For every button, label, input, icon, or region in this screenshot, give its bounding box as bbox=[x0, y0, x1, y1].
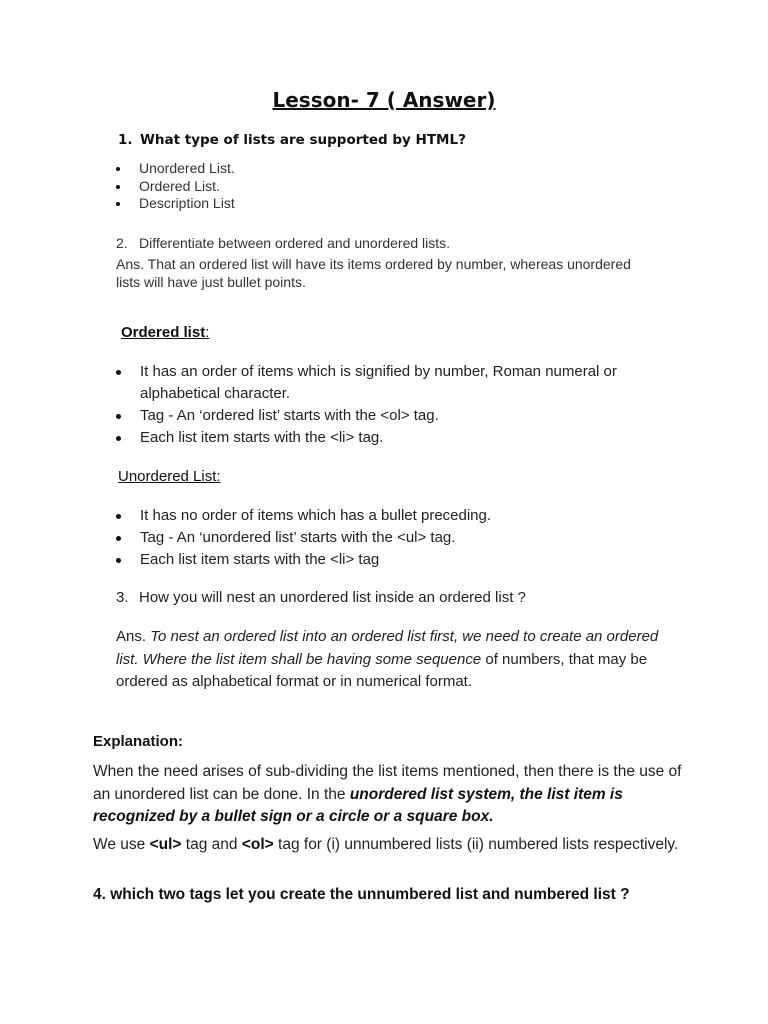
list-item bbox=[116, 405, 686, 427]
list-item bbox=[116, 527, 686, 549]
explanation-emphasis: unordered list system, the list item is recognized by a bullet sign or a circle or a square box. bbox=[93, 785, 623, 825]
bullet-icon bbox=[116, 536, 121, 541]
list-item-text: Each list item starts with the <li> tag. bbox=[140, 429, 384, 446]
heading-text: Unordered List bbox=[118, 468, 217, 485]
question-number: 2. bbox=[116, 235, 128, 251]
explanation-paragraph bbox=[93, 761, 683, 829]
answer-prefix: Ans. bbox=[116, 628, 147, 645]
question-1 bbox=[118, 132, 466, 148]
heading-text: Ordered list bbox=[121, 324, 206, 341]
answer-3 bbox=[116, 626, 676, 694]
usage-text: tag and bbox=[185, 836, 238, 853]
list-item-text: It has an order of items which is signified by number, Roman numeral or alphabetical character. bbox=[140, 363, 617, 402]
ul-tag-text: <ul> bbox=[149, 836, 182, 853]
list-types bbox=[116, 160, 235, 213]
bullet-icon bbox=[116, 414, 121, 419]
question-2 bbox=[116, 235, 450, 251]
heading-colon: : bbox=[205, 324, 210, 341]
question-text: How you will nest an unordered list inside an ordered list ? bbox=[139, 589, 526, 606]
explanation-heading: Explanation: bbox=[93, 733, 184, 750]
tag-usage-paragraph bbox=[93, 834, 683, 856]
explanation-text: When the need arises of sub-dividing the list items mentioned, then there is the use of an unordered list can be done. In the bbox=[93, 763, 682, 803]
answer-italic-text: To nest an ordered list into an ordered list first, we need to create an ordered list. Where the list item shall be having some sequence bbox=[116, 628, 659, 668]
list-item bbox=[116, 160, 235, 178]
bullet-icon bbox=[116, 167, 120, 171]
usage-text: tag for (i) unnumbered lists (ii) numbered lists respectively. bbox=[278, 836, 679, 853]
page-title: Lesson- 7 ( Answer) bbox=[272, 88, 496, 112]
list-item-text: Tag - An ‘unordered list’ starts with the <ul> tag. bbox=[140, 529, 456, 546]
answer-text: of numbers, that may be ordered as alphabetical format or in numerical format. bbox=[116, 650, 648, 690]
bullet-icon bbox=[116, 558, 121, 563]
unordered-list-heading bbox=[118, 468, 221, 485]
list-item bbox=[116, 427, 686, 449]
bullet-icon bbox=[116, 370, 121, 375]
question-number: 1. bbox=[118, 132, 133, 148]
question-number: 3. bbox=[116, 589, 129, 606]
heading-colon: : bbox=[216, 468, 221, 485]
list-item bbox=[116, 178, 235, 196]
list-item-text: Tag - An ‘ordered list’ starts with the <ol> tag. bbox=[140, 407, 439, 424]
list-item-text: It has no order of items which has a bullet preceding. bbox=[140, 507, 492, 524]
question-3 bbox=[116, 589, 526, 606]
list-item bbox=[116, 361, 686, 405]
list-item-text: Ordered List. bbox=[139, 177, 220, 194]
list-item-text: Unordered List. bbox=[139, 160, 235, 176]
bullet-icon bbox=[116, 202, 120, 206]
ol-tag-text: <ol> bbox=[241, 836, 274, 853]
bullet-icon bbox=[116, 185, 120, 189]
question-4: 4. which two tags let you create the unnumbered list and numbered list ? bbox=[93, 886, 630, 903]
ordered-list-heading bbox=[121, 324, 209, 341]
unordered-list-points bbox=[116, 505, 686, 571]
ordered-list-points bbox=[116, 361, 686, 449]
bullet-icon bbox=[116, 436, 121, 441]
list-item bbox=[116, 549, 686, 571]
question-text: What type of lists are supported by HTML? bbox=[140, 132, 466, 148]
list-item-text: Each list item starts with the <li> tag bbox=[140, 551, 380, 568]
question-text: Differentiate between ordered and unordered lists. bbox=[139, 235, 451, 251]
list-item-text: Description List bbox=[139, 195, 235, 211]
bullet-icon bbox=[116, 514, 121, 519]
answer-2: Ans. That an ordered list will have its items ordered by number, whereas unordered lists will have just bullet points. bbox=[116, 256, 631, 290]
usage-text: We use bbox=[93, 836, 146, 853]
list-item bbox=[116, 505, 686, 527]
list-item bbox=[116, 195, 235, 213]
